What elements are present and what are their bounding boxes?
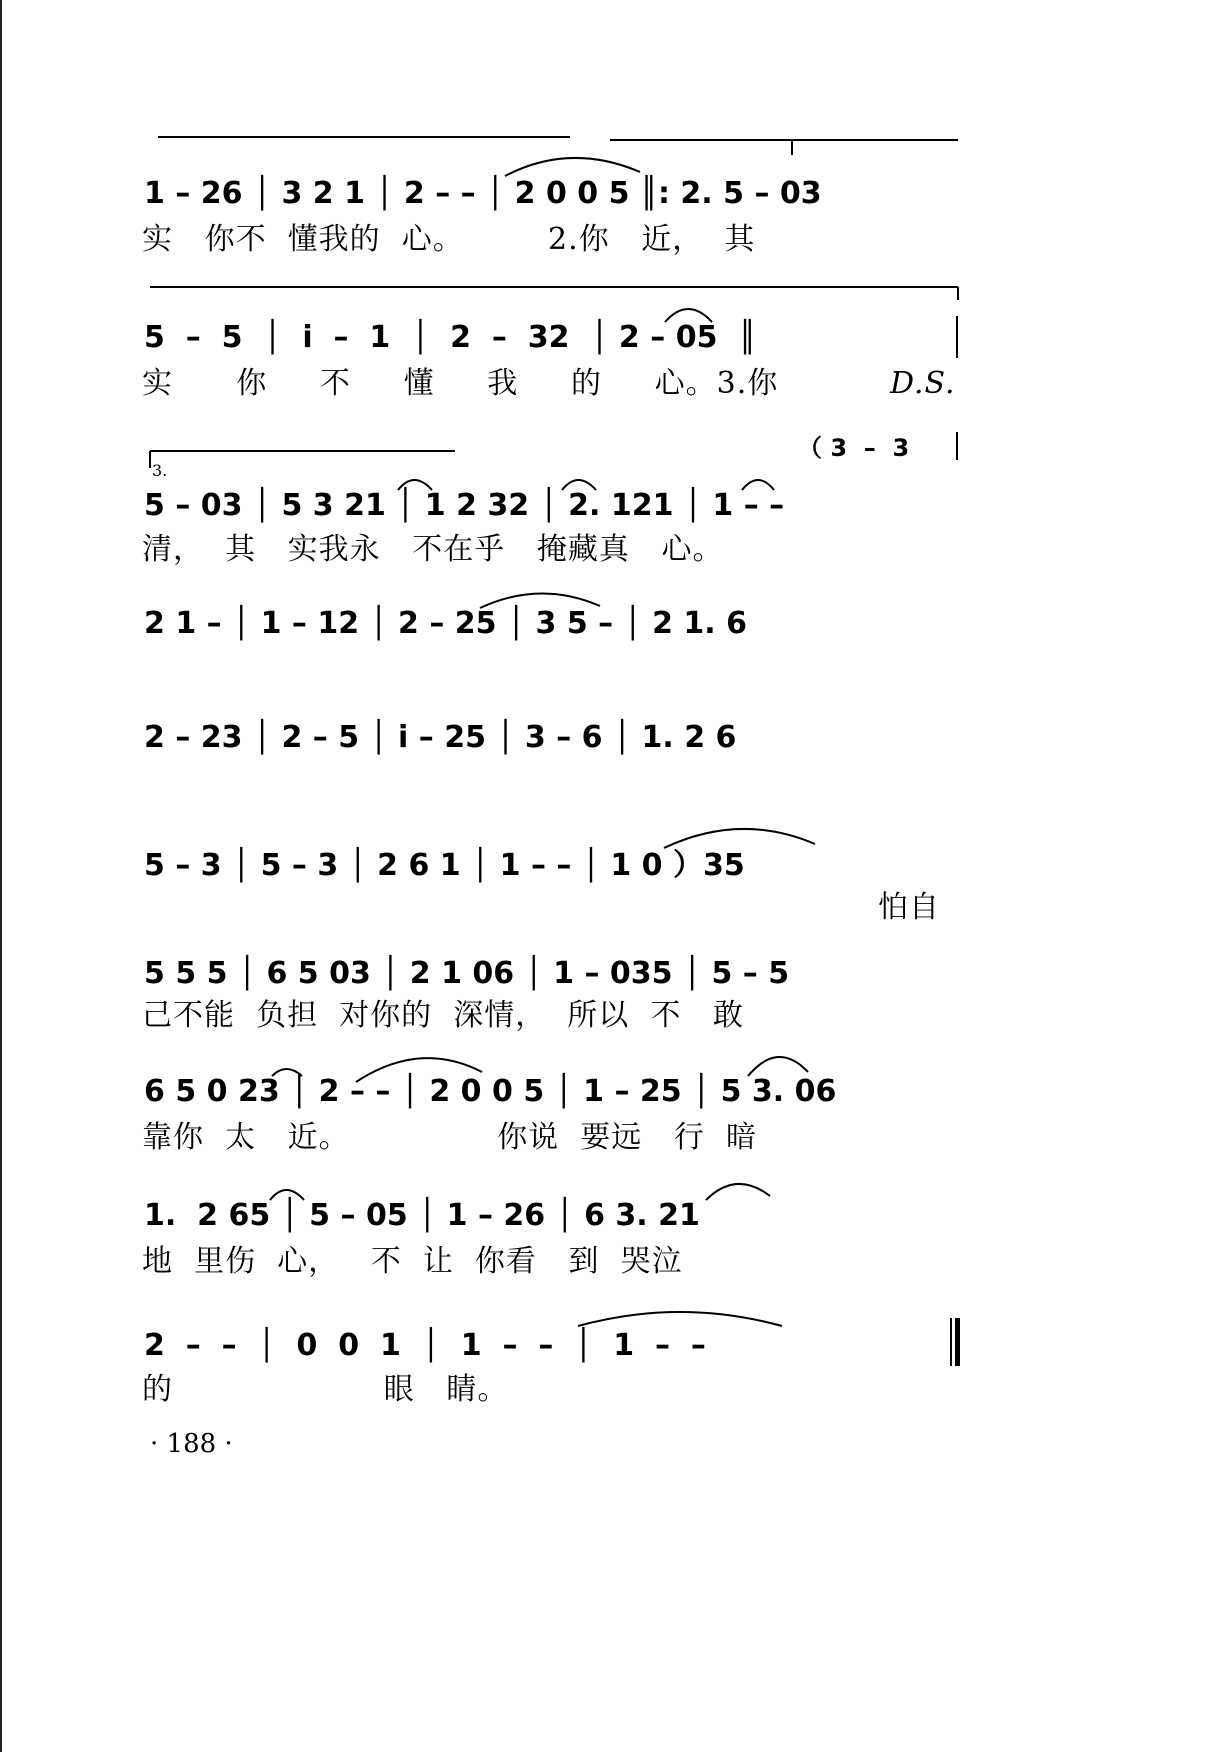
notation-line: 6 5 0 23 │ 2 – – │ 2 0 0 5 │ 1 – 25 │ 5 3. 06 [144, 1074, 837, 1109]
slur [480, 593, 600, 608]
final-bar [955, 1318, 960, 1366]
slur [270, 1190, 304, 1200]
notation-line: 5 – 03 │ 5 3 21 │ 1 2 32 │ 2. 121 │ 1 – – [144, 488, 785, 523]
slur [664, 829, 815, 848]
double-bar [956, 316, 958, 358]
slur [578, 1312, 782, 1326]
notation-line: 2 – – │ 0 0 1 │ 1 – – │ 1 – – [144, 1328, 706, 1363]
lyrics-line: 清， 其 实我永 不在乎 掩藏真 心。 [142, 532, 724, 567]
volta-label: 3. [152, 461, 168, 480]
lyrics-line: 的 眼 睛。 [142, 1372, 509, 1407]
notation-line: 5 5 5 │ 6 5 03 │ 2 1 06 │ 1 – 035 │ 5 – 5 [144, 956, 790, 991]
notation-line: 5 – 5 │ i – 1 │ 2 – 32 │ 2 – 05 ║ [144, 320, 757, 355]
page-number: · 188 · [150, 1429, 233, 1459]
slur [748, 1057, 808, 1076]
slur [356, 1058, 482, 1082]
lyrics-line: 靠你 太 近。 你说 要远 行 暗 [142, 1120, 757, 1155]
slur [706, 1184, 770, 1200]
slur [272, 1069, 302, 1076]
notation-line: 2 – 23 │ 2 – 5 │ i – 25 │ 3 – 6 │ 1. 2 6 [144, 720, 737, 755]
instrumental-intro: （ 3 – 3 [798, 434, 910, 462]
lyrics-line: 怕自 [878, 890, 940, 925]
notation-line: 5 – 3 │ 5 – 3 │ 2 6 1 │ 1 – – │ 1 0 ）35 [144, 848, 745, 883]
double-bar [950, 1318, 952, 1366]
dal-segno-mark: D.S. [890, 366, 956, 401]
slur [398, 480, 432, 490]
lyrics-line: 己不能 负担 对你的 深情， 所以 不 敢 [142, 998, 744, 1033]
lyrics-line: 实 你 不 懂 我 的 心。3.你 [142, 366, 779, 401]
lyrics-line: 地 里伤 心， 不 让 你看 到 哭泣 [142, 1244, 683, 1279]
barline [956, 432, 958, 460]
lyrics-line: 实 你不 懂我的 心。 2.你 近， 其 [142, 222, 756, 257]
slur [562, 480, 596, 490]
slur [505, 158, 640, 176]
notation-line: 1 – 26 │ 3 2 1 │ 2 – – │ 2 0 0 5 ║: 2. 5 – 03 [144, 176, 822, 211]
slur [742, 480, 774, 490]
notation-line: 1. 2 65 │ 5 – 05 │ 1 – 26 │ 6 3. 21 [144, 1198, 700, 1233]
notation-line: 2 1 – │ 1 – 12 │ 2 – 25 │ 3 5 – │ 2 1. 6 [144, 606, 748, 641]
slur [665, 309, 712, 322]
